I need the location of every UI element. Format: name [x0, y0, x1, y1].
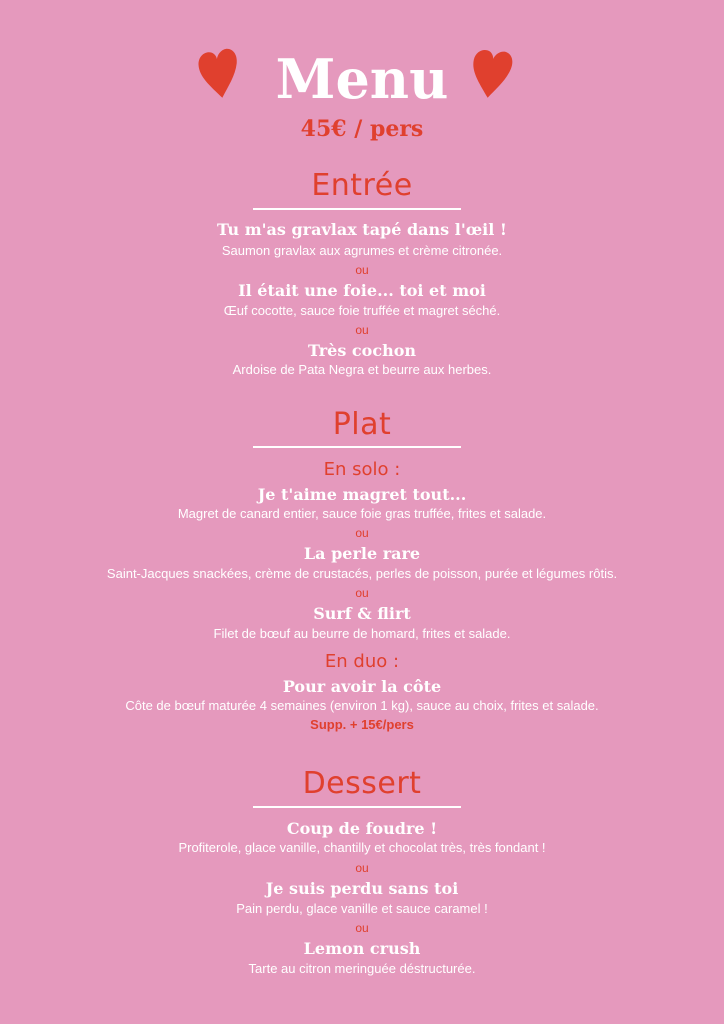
dish-description: Pain perdu, glace vanille et sauce caramel !: [236, 901, 488, 916]
or-separator: ou: [355, 263, 369, 277]
section-title-plat: Plat: [332, 407, 392, 442]
dish-description: Tarte au citron meringuée déstructurée.: [248, 961, 476, 976]
dish-name: Lemon crush: [303, 939, 421, 958]
section-divider: [253, 446, 461, 448]
dish-description: Ardoise de Pata Negra et beurre aux herbes.: [232, 362, 492, 377]
section-title-dessert: Dessert: [302, 766, 422, 801]
dish-name: Je suis perdu sans toi: [265, 879, 459, 898]
section-divider: [253, 806, 461, 808]
dish-name: Il était une foie... toi et moi: [238, 281, 486, 300]
dish-name: Très cochon: [307, 341, 417, 360]
supplement-price: Supp. + 15€/pers: [310, 717, 414, 732]
dish-description: Magret de canard entier, sauce foie gras truffée, frites et salade.: [177, 506, 547, 521]
subheading-solo: En solo :: [323, 459, 401, 480]
or-separator: ou: [355, 861, 369, 875]
dish-description: Côte de bœuf maturée 4 semaines (environ 1 kg), sauce au choix, frites et salade.: [125, 698, 599, 713]
dish-description: Filet de bœuf au beurre de homard, frites et salade.: [213, 626, 511, 641]
dish-name: Pour avoir la côte: [282, 677, 442, 696]
section-divider: [253, 208, 461, 210]
dish-description: Saumon gravlax aux agrumes et crème citronée.: [221, 243, 503, 258]
dish-name: La perle rare: [303, 544, 421, 563]
subheading-duo: En duo :: [324, 651, 400, 672]
dish-name: Surf & flirt: [313, 604, 411, 623]
dish-name: Je t'aime magret tout...: [257, 485, 467, 504]
menu-price: 45€ / pers: [300, 116, 424, 142]
dish-description: Saint-Jacques snackées, crème de crustacés, perles de poisson, purée et légumes rôtis.: [106, 566, 618, 581]
or-separator: ou: [355, 586, 369, 600]
or-separator: ou: [355, 921, 369, 935]
menu-title: Menu: [275, 47, 449, 111]
section-title-entree: Entrée: [311, 168, 413, 203]
dish-description: Profiterole, glace vanille, chantilly et chocolat très, très fondant !: [178, 840, 546, 855]
or-separator: ou: [355, 526, 369, 540]
dish-name: Tu m'as gravlax tapé dans l'œil !: [217, 220, 507, 239]
dish-name: Coup de foudre !: [286, 819, 438, 838]
or-separator: ou: [355, 323, 369, 337]
dish-description: Œuf cocotte, sauce foie truffée et magret séché.: [223, 303, 501, 318]
